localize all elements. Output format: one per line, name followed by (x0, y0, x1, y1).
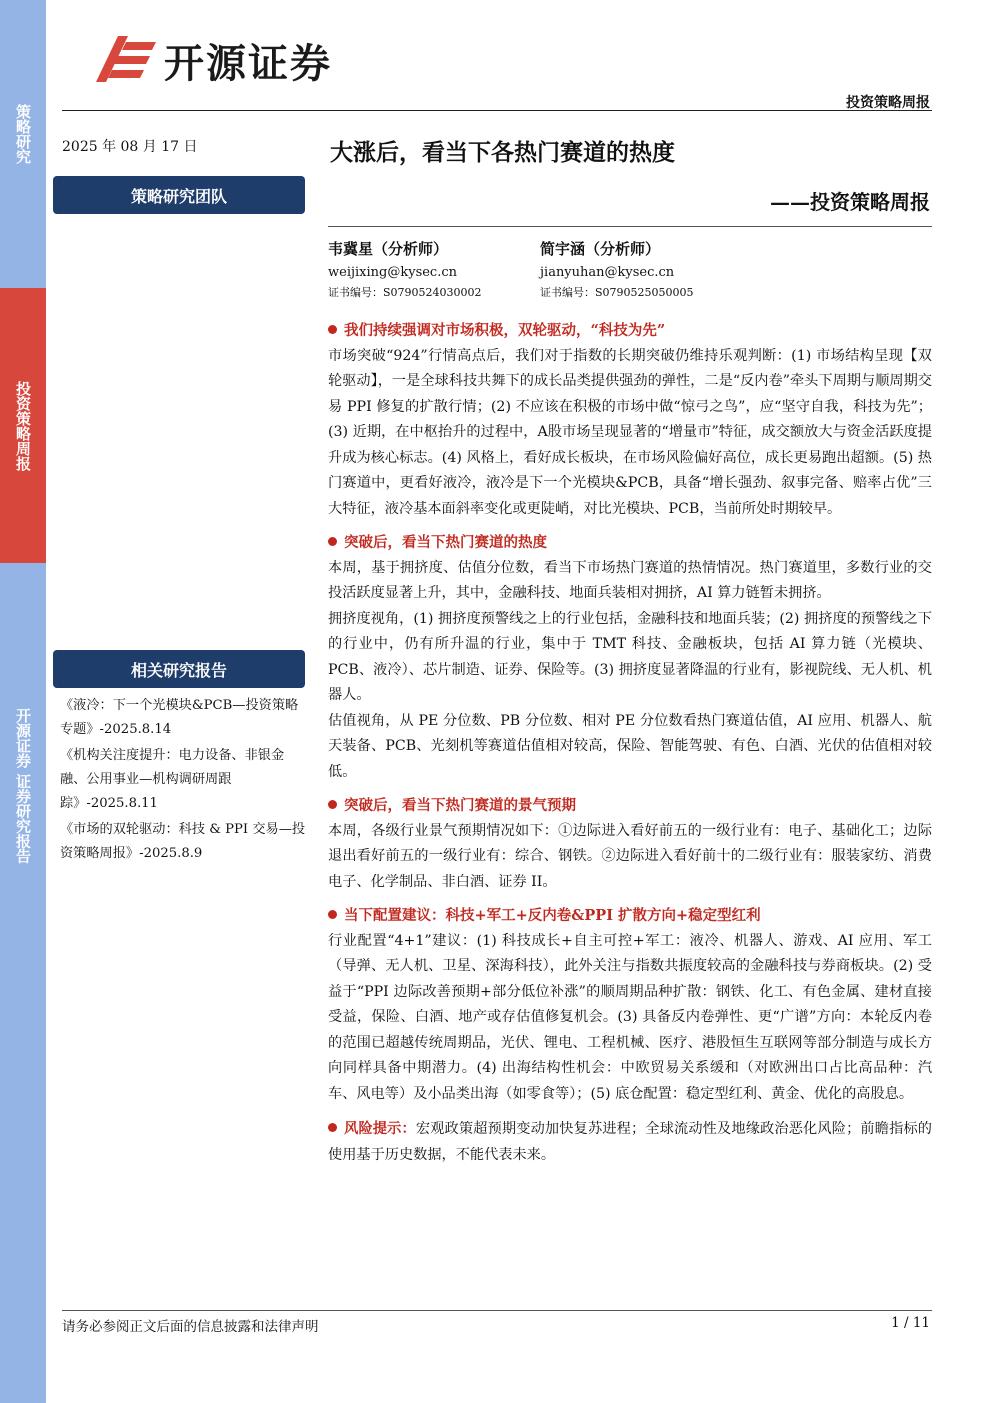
report-date: 2025 年 08 月 17 日 (62, 139, 198, 155)
header-divider (62, 110, 932, 111)
analyst-email[interactable]: weijixing@kysec.cn (328, 265, 458, 280)
sidebar-tab-weekly-label: 投资策略周报 (14, 380, 32, 471)
page-number: 1 / 11 (891, 1315, 930, 1331)
logo-mark-icon (88, 30, 158, 90)
analyst-card (540, 238, 694, 300)
analyst-name: 简宇涵（分析师） (540, 240, 661, 258)
analyst-cert: 证书编号：S0790524030002 (328, 286, 482, 299)
related-reports-box (53, 650, 305, 688)
section-paragraph: 行业配置“4+1”建议：(1) 科技成长+自主可控+军工：液冷、机器人、游戏、AI 应用、军工（导弹、无人机、卫星、深海科技），此外关注与指数共振度较高的金融科技与券商板块。(2) 受益于“PPI 边际改善预期+部分低位补涨”的顺周期品种扩散：钢铁、化工、有色金属、建材直接受益，保险、白酒、地产或存估值修复机会。(3) 具备反内卷弹性、更“广谱”方向：本轮反内卷的范围已超越传统周期品，光伏、锂电、工程机械、医疗、港股恒生互联网等部分制造与成长方向同样具备中期潜力。(4) 出海结构性机会：中欧贸易关系缓和（对欧洲出口占比高品种：汽车、风电等）及小品类出海（如零食等）；(5) 底仓配置：稳定型红利、黄金、优化的高股息。 (328, 932, 933, 1102)
section-paragraph: 市场突破“924”行情高点后，我们对于指数的长期突破仍维持乐观判断：(1) 市场结构呈现【双轮驱动】，一是全球科技共舞下的成长品类提供强劲的弹性，二是“反内卷”牵头下周期与顺周期交易 PPI 修复的扩散行情；(2) 不应该在积极的市场中做“惊弓之鸟”，应“坚守自我，科技为先”；(3) 近期，在中枢抬升的过程中，A股市场呈现显著的“增量市”特征，成交额放大与资金活跃度提升成为核心标志。(4) 风格上，看好成长板块，在市场风险偏好高位，成长更易跑出超额。(5) 热门赛道中，更看好液冷，液冷是下一个光模块&PCB，具备“增长强劲、叙事完备、赔率占优”三大特征，液冷基本面斜率变化或更陡峭，对比光模块、PCB，当前所处时期较早。 (328, 347, 932, 517)
bullet-icon (328, 800, 337, 809)
related-report-item[interactable]: 《液冷：下一个光模块&PCB—投资策略专题》-2025.8.14 (60, 698, 299, 737)
bullet-icon (328, 537, 337, 546)
related-report-item[interactable]: 《市场的双轮驱动：科技 & PPI 交易—投资策略周报》-2025.8.9 (60, 822, 306, 861)
risk-label: 风险提示： (344, 1121, 416, 1137)
sidebar-tab-company-label: 开源证券 证券研究报告 (14, 708, 32, 864)
section-heading (328, 793, 932, 819)
section-paragraph: 估值视角，从 PE 分位数、PB 分位数、相对 PE 分位数看热门赛道估值，AI 应用、机器人、航天装备、PCB、光刻机等赛道估值相对较高，保险、智能驾驶、有色、白酒、光伏的估值相对较低。 (328, 712, 932, 780)
page-subtitle: ——投资策略周报 (770, 190, 930, 214)
bullet-icon (328, 1123, 337, 1132)
analyst-email[interactable]: jianyuhan@kysec.cn (540, 265, 675, 280)
team-label-box (53, 176, 305, 214)
report-type-header: 投资策略周报 (846, 95, 930, 111)
footer-divider (62, 1310, 932, 1311)
analyst-name: 韦冀星（分析师） (328, 240, 449, 258)
team-label: 策略研究团队 (130, 186, 227, 206)
section-heading (328, 530, 932, 556)
report-body (328, 314, 932, 1168)
side-strip (0, 0, 46, 1403)
bullet-icon (328, 910, 337, 919)
risk-text: 宏观政策超预期变动加快复苏进程；全球流动性及地缘政治恶化风险；前瞻指标的使用基于历史数据，不能代表未来。 (328, 1121, 932, 1163)
section-heading (328, 903, 932, 929)
title-divider (328, 226, 932, 227)
brand-logo (88, 30, 332, 90)
section-heading-text: 当下配置建议：科技+军工+反内卷&PPI 扩散方向+稳定型红利 (344, 907, 761, 924)
sidebar-tab-strategy (0, 104, 46, 164)
sidebar-tab-strategy-label: 策略研究 (14, 104, 32, 164)
analyst-cert: 证书编号：S0790525050005 (540, 286, 694, 299)
analyst-card (328, 238, 482, 300)
section-paragraph: 本周，各级行业景气预期情况如下：①边际进入看好前五的一级行业有：电子、基础化工；边际退出看好前五的一级行业有：综合、钢铁。②边际进入看好前十的二级行业有：服装家纺、消费电子、化学制品、非白酒、证券 II。 (328, 822, 932, 890)
page-title: 大涨后，看当下各热门赛道的热度 (330, 139, 675, 166)
footer-disclaimer: 请务必参阅正文后面的信息披露和法律声明 (62, 1319, 319, 1335)
related-reports-label: 相关研究报告 (130, 660, 227, 680)
section-paragraph: 本周，基于拥挤度、估值分位数，看当下市场热门赛道的热情情况。热门赛道里，多数行业的交投活跃度显著上升，其中，金融科技、地面兵装相对拥挤，AI 算力链暂未拥挤。 (328, 559, 932, 601)
section-paragraph: 拥挤度视角，(1) 拥挤度预警线之上的行业包括，金融科技和地面兵装；(2) 拥挤度的预警线之下的行业中，仍有所升温的行业，集中于 TMT 科技、金融板块，包括 AI 算力链（光模块、PCB、液冷）、芯片制造、证券、保险等。(3) 拥挤度显著降温的行业有，影视院线、无人机、机器人。 (328, 610, 932, 703)
related-reports-list (60, 694, 306, 868)
related-report-item[interactable]: 《机构关注度提升：电力设备、非银金融、公用事业—机构调研周跟踪》-2025.8.11 (60, 748, 285, 811)
sidebar-tab-company (0, 708, 46, 863)
section-heading (328, 318, 932, 344)
sidebar-tab-weekly (0, 288, 46, 563)
section-heading-text: 突破后，看当下热门赛道的景气预期 (344, 797, 576, 814)
section-heading-text: 我们持续强调对市场积极，双轮驱动，“科技为先” (344, 322, 666, 339)
section-heading-text: 突破后，看当下热门赛道的热度 (344, 534, 547, 551)
risk-notice (328, 1117, 932, 1168)
bullet-icon (328, 325, 337, 334)
brand-name: 开源证券 (164, 40, 332, 87)
